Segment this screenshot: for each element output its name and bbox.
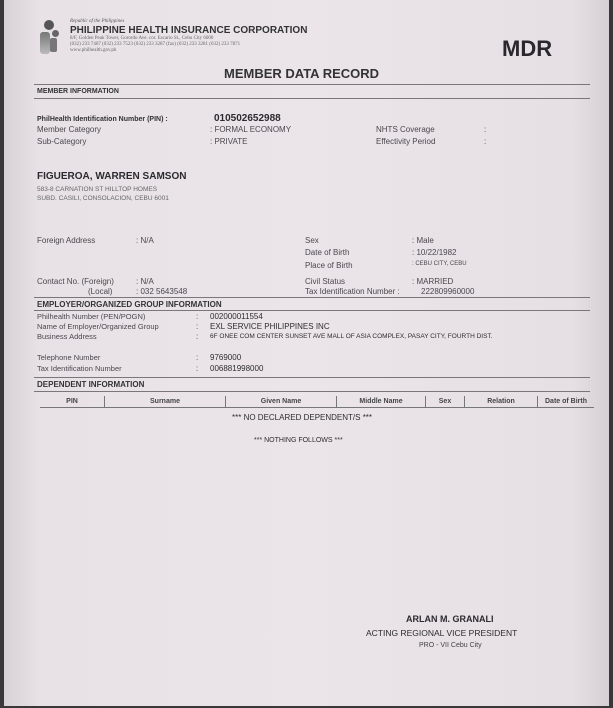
page-title: MEMBER DATA RECORD	[224, 66, 380, 81]
sex-label: Sex	[305, 236, 319, 245]
pob-label: Place of Birth	[305, 261, 353, 270]
form-code: MDR	[502, 36, 553, 61]
signatory-office: PRO - VII Cebu City	[419, 642, 482, 649]
contact-foreign-value: : N/A	[136, 277, 154, 286]
business-address-label: Business Address	[37, 332, 97, 341]
civil-status-value: : MARRIED	[412, 277, 454, 286]
sub-category-value: : PRIVATE	[210, 137, 248, 146]
pin-value: 010502652988	[214, 113, 281, 124]
org-phones: (032) 233 7407 (032) 233 7523 (032) 233 3287 (fax) (032) 233 3281 (032) 233 7871	[70, 42, 241, 47]
dob-value: : 10/22/1982	[412, 248, 457, 257]
employer-tin-label: Tax Identification Number	[37, 364, 122, 373]
member-address-line2: SUBD. CASILI, CONSOLACION, CEBU 6001	[37, 195, 169, 202]
pen-value: 002000011554	[210, 312, 263, 321]
business-address-value: 6F ONEE COM CENTER SUNSET AVE MALL OF ASIA COMPLEX, PASAY CITY, FOURTH DIST.	[210, 333, 493, 340]
contact-foreign-label: Contact No. (Foreign)	[37, 277, 114, 286]
no-dependents-text: *** NO DECLARED DEPENDENT/S ***	[232, 413, 373, 422]
document-page	[4, 0, 609, 706]
sex-value: : Male	[412, 236, 434, 245]
pob-value: : CEBU CITY, CEBU	[412, 261, 467, 267]
dependent-section-heading: DEPENDENT INFORMATION	[37, 380, 145, 389]
signatory-name: ARLAN M. GRANALI	[406, 614, 494, 624]
pin-label: PhilHealth Identification Number (PIN) :	[37, 116, 168, 123]
col-date-of-birth: Date of Birth	[538, 396, 595, 408]
republic-text: Republic of the Philippines	[70, 19, 125, 24]
contact-local-label: (Local)	[88, 287, 113, 296]
col-surname: Surname	[105, 396, 226, 408]
col-middle-name: Middle Name	[337, 396, 426, 408]
dob-label: Date of Birth	[305, 248, 350, 257]
effectivity-label: Effectivity Period	[376, 137, 436, 146]
employer-section-heading: EMPLOYER/ORGANIZED GROUP INFORMATION	[37, 300, 222, 309]
employer-name-label: Name of Employer/Organized Group	[37, 322, 159, 331]
member-tin-label: Tax Identification Number :	[305, 287, 400, 296]
employer-name-colon: :	[196, 322, 199, 331]
pen-colon: :	[196, 312, 199, 321]
table-header-row	[40, 396, 594, 408]
member-category-label: Member Category	[37, 125, 102, 134]
org-address: 8/F, Golden Peak Tower, Gorordo Ave. cor. Escario St., Cebu City 6000	[70, 36, 214, 41]
org-name: PHILIPPINE HEALTH INSURANCE CORPORATION	[70, 25, 308, 36]
col-relation: Relation	[465, 396, 538, 408]
employer-tin-colon: :	[196, 364, 199, 373]
member-address-line1: 583-8 CARNATION ST HILLTOP HOMES	[37, 186, 158, 193]
foreign-address-value: : N/A	[136, 236, 154, 245]
telephone-value: 9769000	[210, 353, 242, 362]
effectivity-value: :	[484, 137, 487, 146]
employer-tin-value: 006881998000	[210, 364, 264, 373]
sub-category-label: Sub-Category	[37, 137, 87, 146]
signatory-title: ACTING REGIONAL VICE PRESIDENT	[366, 628, 518, 638]
employer-name-value: EXL SERVICE PHILIPPINES INC	[210, 322, 330, 331]
nhts-value: :	[484, 125, 487, 134]
member-category-value: : FORMAL ECONOMY	[210, 125, 292, 134]
nothing-follows-text: *** NOTHING FOLLOWS ***	[254, 437, 343, 444]
business-address-colon: :	[196, 332, 199, 341]
dependents-table	[40, 396, 594, 408]
pen-label: Philhealth Number (PEN/POGN)	[37, 312, 146, 321]
col-pin: PIN	[40, 396, 105, 408]
col-given-name: Given Name	[226, 396, 337, 408]
telephone-label: Telephone Number	[37, 353, 101, 362]
member-section-heading: MEMBER INFORMATION	[37, 88, 119, 95]
nhts-label: NHTS Coverage	[376, 125, 435, 134]
foreign-address-label: Foreign Address	[37, 236, 96, 245]
org-website: www.philhealth.gov.ph	[70, 48, 117, 53]
contact-local-value: : 032 5643548	[136, 287, 188, 296]
telephone-colon: :	[196, 353, 199, 362]
member-name: FIGUEROA, WARREN SAMSON	[37, 171, 187, 182]
civil-status-label: Civil Status	[305, 277, 346, 286]
member-tin-value: 222809960000	[421, 287, 475, 296]
col-sex: Sex	[426, 396, 465, 408]
